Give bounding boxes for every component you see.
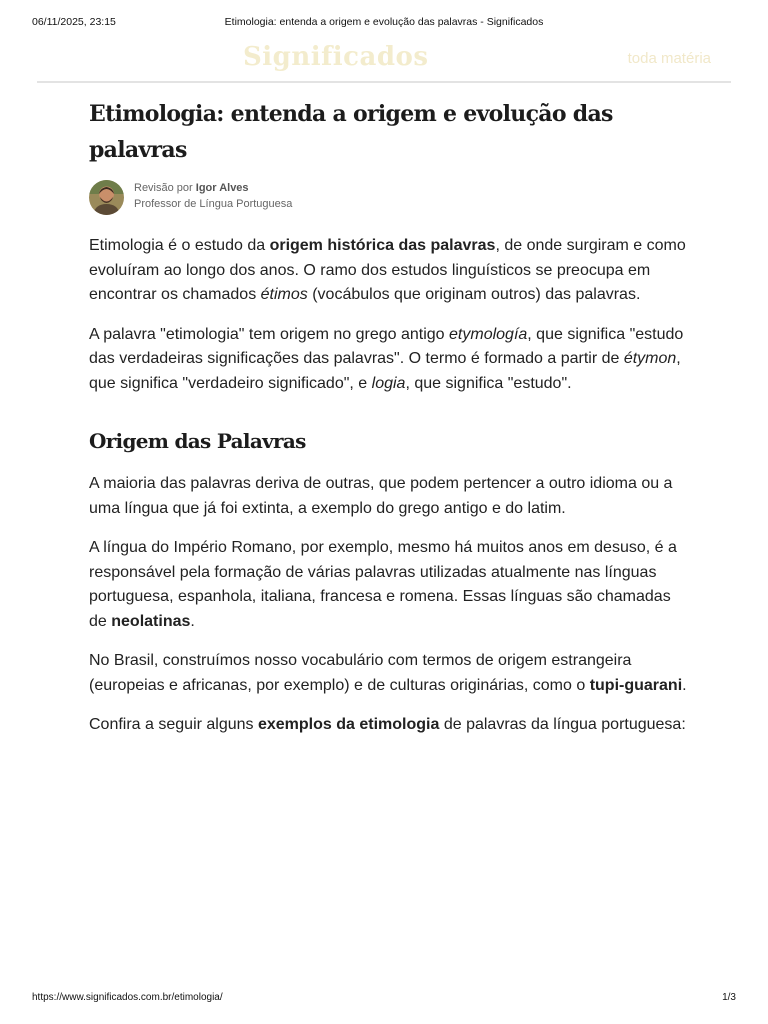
print-footer bbox=[32, 992, 736, 1006]
text: (vocábulos que originam outros) das palavras. bbox=[307, 286, 641, 303]
author-avatar[interactable] bbox=[89, 180, 124, 215]
text: A língua do Império Romano, por exemplo, mesmo há muitos anos em desuso, é a responsável pela formação de várias palavras utilizadas atualmente nas línguas portuguesa, espanhola, italiana, francesa e romena. Essas línguas são chamadas de bbox=[89, 539, 677, 630]
author-role: Professor de Língua Portuguesa bbox=[134, 198, 293, 210]
text: , que significa "estudo das verdadeiras significações das palavras". O termo é formado a partir de bbox=[89, 325, 684, 367]
text: de palavras da língua portuguesa: bbox=[439, 716, 686, 733]
text: , que significa "verdadeiro significado", e bbox=[89, 350, 681, 392]
paragraph-intro bbox=[89, 234, 689, 308]
bold-text: exemplos da etimologia bbox=[257, 716, 440, 733]
italic-text: etymología bbox=[449, 325, 528, 343]
text: . bbox=[682, 676, 687, 694]
bold-text: origem histórica das palavras bbox=[269, 237, 496, 254]
article bbox=[89, 96, 689, 738]
author-byline bbox=[89, 180, 689, 216]
author-info bbox=[134, 180, 292, 212]
italic-text: étimos bbox=[260, 286, 308, 303]
text: , que significa "estudo". bbox=[405, 374, 572, 392]
paragraph-derivation: A maioria das palavras deriva de outras, que podem pertencer a outro idioma ou a uma língua que já foi extinta, a exemplo do grego antigo e do latim. bbox=[89, 475, 673, 517]
italic-text: étymon bbox=[623, 350, 677, 367]
print-header bbox=[32, 16, 736, 30]
review-prefix: Revisão por bbox=[134, 182, 196, 194]
section-heading: Origem das Palavras bbox=[89, 429, 306, 453]
author-name[interactable]: Igor Alves bbox=[195, 182, 249, 194]
text: , de onde surgiram e como evoluíram ao longo dos anos. O ramo dos estudos linguísticos se preocupa em encontrar os chamados bbox=[89, 237, 686, 303]
print-page-title: Etimologia: entenda a origem e evolução das palavras - Significados bbox=[224, 16, 544, 28]
page-number: 1/3 bbox=[722, 992, 736, 1003]
text: Confira a seguir alguns bbox=[89, 716, 258, 733]
text: . bbox=[190, 612, 195, 630]
italic-text: logia bbox=[371, 374, 406, 392]
print-url[interactable]: https://www.significados.com.br/etimologia/ bbox=[32, 992, 223, 1003]
print-datetime: 06/11/2025, 23:15 bbox=[32, 16, 116, 28]
paragraph-latin bbox=[89, 536, 689, 634]
paragraph-brazil bbox=[89, 649, 689, 698]
text: A palavra "etimologia" tem origem no grego antigo bbox=[89, 325, 450, 343]
partner-link[interactable]: toda matéria bbox=[627, 50, 711, 67]
bold-text: tupi-guarani bbox=[589, 676, 683, 694]
text: No Brasil, construímos nosso vocabulário com termos de origem estrangeira (europeias e africanas, por exemplo) e de culturas originárias, como o bbox=[89, 652, 632, 694]
bold-text: neolatinas bbox=[111, 612, 191, 630]
site-header bbox=[37, 40, 731, 83]
text: Etimologia é o estudo da bbox=[89, 237, 270, 254]
article-title: Etimologia: entenda a origem e evolução das palavras bbox=[89, 101, 613, 163]
paragraph-examples-intro bbox=[89, 713, 689, 738]
paragraph-origin-greek bbox=[89, 323, 689, 397]
site-logo[interactable]: Significados bbox=[243, 42, 429, 72]
author-review-line bbox=[134, 180, 292, 196]
